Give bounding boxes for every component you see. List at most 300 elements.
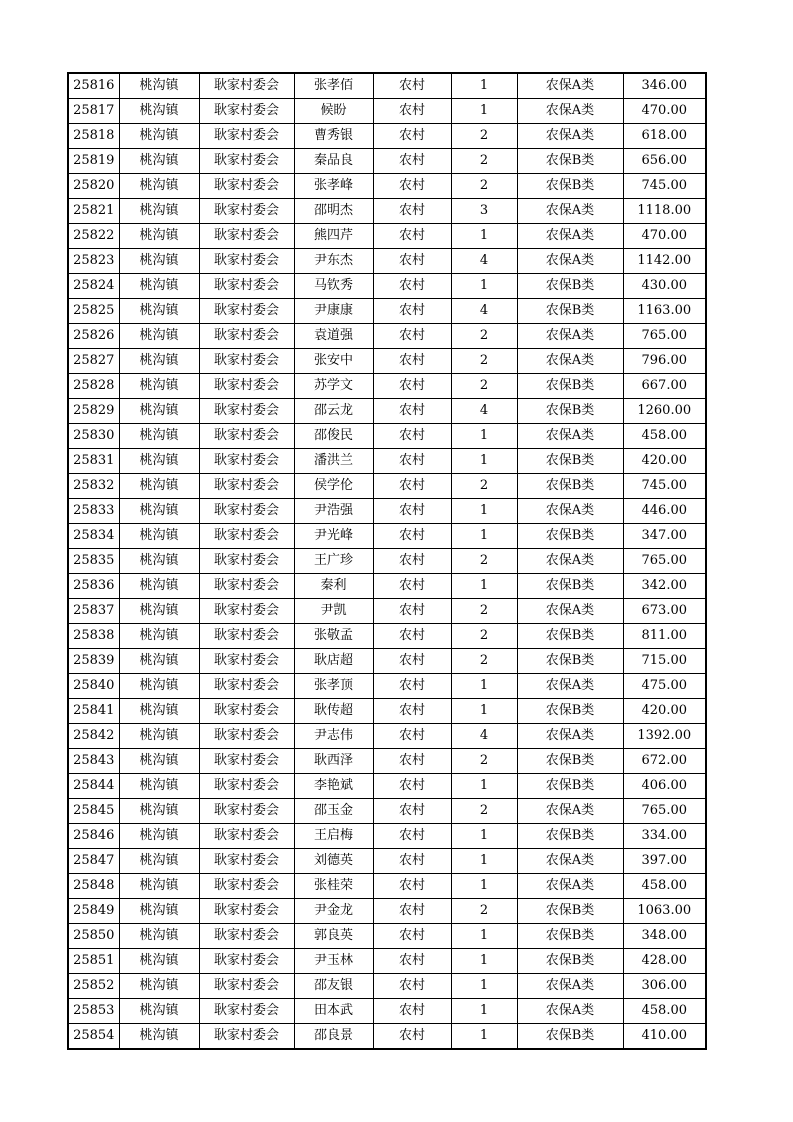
town-cell: 桃沟镇 <box>119 524 199 549</box>
name-cell: 耿店超 <box>294 649 373 674</box>
record-id-cell: 25847 <box>68 849 119 874</box>
area-type-cell: 农村 <box>373 549 451 574</box>
insurance-category-cell: 农保A类 <box>517 599 623 624</box>
name-cell: 秦品良 <box>294 149 373 174</box>
area-type-cell: 农村 <box>373 824 451 849</box>
table-row <box>68 424 706 449</box>
area-type-cell: 农村 <box>373 899 451 924</box>
village-committee-cell: 耿家村委会 <box>199 574 294 599</box>
village-committee-cell: 耿家村委会 <box>199 899 294 924</box>
record-id-cell: 25835 <box>68 549 119 574</box>
amount-cell: 715.00 <box>623 649 706 674</box>
name-cell: 苏学文 <box>294 374 373 399</box>
village-committee-cell: 耿家村委会 <box>199 549 294 574</box>
name-cell: 马钦秀 <box>294 274 373 299</box>
household-count-cell: 1 <box>451 449 517 474</box>
table-row <box>68 324 706 349</box>
name-cell: 张孝峰 <box>294 174 373 199</box>
area-type-cell: 农村 <box>373 949 451 974</box>
amount-cell: 1118.00 <box>623 199 706 224</box>
town-cell: 桃沟镇 <box>119 474 199 499</box>
town-cell: 桃沟镇 <box>119 73 199 99</box>
record-id-cell: 25831 <box>68 449 119 474</box>
village-committee-cell: 耿家村委会 <box>199 824 294 849</box>
amount-cell: 618.00 <box>623 124 706 149</box>
town-cell: 桃沟镇 <box>119 224 199 249</box>
table-row <box>68 1024 706 1050</box>
town-cell: 桃沟镇 <box>119 599 199 624</box>
household-count-cell: 1 <box>451 224 517 249</box>
record-id-cell: 25837 <box>68 599 119 624</box>
name-cell: 潘洪兰 <box>294 449 373 474</box>
amount-cell: 348.00 <box>623 924 706 949</box>
name-cell: 秦利 <box>294 574 373 599</box>
area-type-cell: 农村 <box>373 499 451 524</box>
table-row <box>68 199 706 224</box>
amount-cell: 458.00 <box>623 874 706 899</box>
insurance-category-cell: 农保B类 <box>517 399 623 424</box>
name-cell: 耿西泽 <box>294 749 373 774</box>
record-id-cell: 25829 <box>68 399 119 424</box>
name-cell: 邵友银 <box>294 974 373 999</box>
household-count-cell: 2 <box>451 324 517 349</box>
record-id-cell: 25846 <box>68 824 119 849</box>
record-id-cell: 25819 <box>68 149 119 174</box>
town-cell: 桃沟镇 <box>119 249 199 274</box>
household-count-cell: 2 <box>451 749 517 774</box>
amount-cell: 673.00 <box>623 599 706 624</box>
insurance-category-cell: 农保B类 <box>517 624 623 649</box>
insurance-category-cell: 农保B类 <box>517 824 623 849</box>
village-committee-cell: 耿家村委会 <box>199 73 294 99</box>
table-row <box>68 549 706 574</box>
area-type-cell: 农村 <box>373 874 451 899</box>
area-type-cell: 农村 <box>373 974 451 999</box>
area-type-cell: 农村 <box>373 799 451 824</box>
record-id-cell: 25841 <box>68 699 119 724</box>
household-count-cell: 2 <box>451 349 517 374</box>
table-row <box>68 724 706 749</box>
insurance-category-cell: 农保A类 <box>517 324 623 349</box>
record-id-cell: 25833 <box>68 499 119 524</box>
town-cell: 桃沟镇 <box>119 499 199 524</box>
insurance-category-cell: 农保B类 <box>517 474 623 499</box>
area-type-cell: 农村 <box>373 699 451 724</box>
table-row <box>68 849 706 874</box>
amount-cell: 1142.00 <box>623 249 706 274</box>
village-committee-cell: 耿家村委会 <box>199 974 294 999</box>
name-cell: 侯学伦 <box>294 474 373 499</box>
name-cell: 张敬孟 <box>294 624 373 649</box>
amount-cell: 470.00 <box>623 99 706 124</box>
record-id-cell: 25817 <box>68 99 119 124</box>
village-committee-cell: 耿家村委会 <box>199 249 294 274</box>
table-row <box>68 574 706 599</box>
village-committee-cell: 耿家村委会 <box>199 399 294 424</box>
name-cell: 邵玉金 <box>294 799 373 824</box>
household-count-cell: 2 <box>451 174 517 199</box>
amount-cell: 1163.00 <box>623 299 706 324</box>
village-committee-cell: 耿家村委会 <box>199 274 294 299</box>
household-count-cell: 1 <box>451 924 517 949</box>
town-cell: 桃沟镇 <box>119 299 199 324</box>
insurance-category-cell: 农保B类 <box>517 899 623 924</box>
name-cell: 王启梅 <box>294 824 373 849</box>
household-count-cell: 1 <box>451 974 517 999</box>
village-committee-cell: 耿家村委会 <box>199 799 294 824</box>
town-cell: 桃沟镇 <box>119 374 199 399</box>
amount-cell: 420.00 <box>623 449 706 474</box>
household-count-cell: 1 <box>451 699 517 724</box>
amount-cell: 410.00 <box>623 1024 706 1050</box>
town-cell: 桃沟镇 <box>119 174 199 199</box>
amount-cell: 458.00 <box>623 999 706 1024</box>
record-id-cell: 25825 <box>68 299 119 324</box>
amount-cell: 346.00 <box>623 73 706 99</box>
amount-cell: 765.00 <box>623 549 706 574</box>
town-cell: 桃沟镇 <box>119 449 199 474</box>
record-id-cell: 25850 <box>68 924 119 949</box>
amount-cell: 745.00 <box>623 474 706 499</box>
amount-cell: 811.00 <box>623 624 706 649</box>
town-cell: 桃沟镇 <box>119 974 199 999</box>
village-committee-cell: 耿家村委会 <box>199 649 294 674</box>
table-body <box>68 73 706 1049</box>
name-cell: 耿传超 <box>294 699 373 724</box>
record-id-cell: 25853 <box>68 999 119 1024</box>
table-row <box>68 524 706 549</box>
insurance-category-cell: 农保B类 <box>517 524 623 549</box>
town-cell: 桃沟镇 <box>119 699 199 724</box>
village-committee-cell: 耿家村委会 <box>199 1024 294 1050</box>
insurance-category-cell: 农保B类 <box>517 1024 623 1050</box>
household-count-cell: 3 <box>451 199 517 224</box>
name-cell: 郭良英 <box>294 924 373 949</box>
area-type-cell: 农村 <box>373 924 451 949</box>
town-cell: 桃沟镇 <box>119 149 199 174</box>
village-committee-cell: 耿家村委会 <box>199 849 294 874</box>
area-type-cell: 农村 <box>373 724 451 749</box>
table-row <box>68 349 706 374</box>
table-row <box>68 224 706 249</box>
name-cell: 邵明杰 <box>294 199 373 224</box>
amount-cell: 397.00 <box>623 849 706 874</box>
household-count-cell: 4 <box>451 724 517 749</box>
insurance-category-cell: 农保B类 <box>517 274 623 299</box>
household-count-cell: 4 <box>451 249 517 274</box>
area-type-cell: 农村 <box>373 349 451 374</box>
record-id-cell: 25854 <box>68 1024 119 1050</box>
amount-cell: 796.00 <box>623 349 706 374</box>
household-count-cell: 1 <box>451 774 517 799</box>
record-id-cell: 25849 <box>68 899 119 924</box>
town-cell: 桃沟镇 <box>119 274 199 299</box>
household-count-cell: 1 <box>451 1024 517 1050</box>
table-row <box>68 124 706 149</box>
town-cell: 桃沟镇 <box>119 99 199 124</box>
area-type-cell: 农村 <box>373 149 451 174</box>
household-count-cell: 1 <box>451 99 517 124</box>
household-count-cell: 2 <box>451 124 517 149</box>
record-id-cell: 25820 <box>68 174 119 199</box>
name-cell: 尹凯 <box>294 599 373 624</box>
area-type-cell: 农村 <box>373 199 451 224</box>
insurance-category-cell: 农保A类 <box>517 724 623 749</box>
record-id-cell: 25822 <box>68 224 119 249</box>
village-committee-cell: 耿家村委会 <box>199 524 294 549</box>
village-committee-cell: 耿家村委会 <box>199 624 294 649</box>
name-cell: 尹金龙 <box>294 899 373 924</box>
record-id-cell: 25830 <box>68 424 119 449</box>
area-type-cell: 农村 <box>373 99 451 124</box>
record-id-cell: 25834 <box>68 524 119 549</box>
village-committee-cell: 耿家村委会 <box>199 224 294 249</box>
name-cell: 尹浩强 <box>294 499 373 524</box>
village-committee-cell: 耿家村委会 <box>199 174 294 199</box>
record-id-cell: 25818 <box>68 124 119 149</box>
town-cell: 桃沟镇 <box>119 824 199 849</box>
village-committee-cell: 耿家村委会 <box>199 499 294 524</box>
name-cell: 刘德英 <box>294 849 373 874</box>
village-committee-cell: 耿家村委会 <box>199 674 294 699</box>
area-type-cell: 农村 <box>373 849 451 874</box>
household-count-cell: 1 <box>451 874 517 899</box>
insurance-category-cell: 农保A类 <box>517 974 623 999</box>
amount-cell: 342.00 <box>623 574 706 599</box>
table-row <box>68 499 706 524</box>
amount-cell: 347.00 <box>623 524 706 549</box>
household-count-cell: 1 <box>451 73 517 99</box>
insurance-category-cell: 农保A类 <box>517 424 623 449</box>
name-cell: 李艳斌 <box>294 774 373 799</box>
town-cell: 桃沟镇 <box>119 749 199 774</box>
insurance-category-cell: 农保A类 <box>517 499 623 524</box>
town-cell: 桃沟镇 <box>119 774 199 799</box>
record-id-cell: 25848 <box>68 874 119 899</box>
area-type-cell: 农村 <box>373 224 451 249</box>
record-id-cell: 25852 <box>68 974 119 999</box>
insurance-category-cell: 农保B类 <box>517 174 623 199</box>
table-row <box>68 899 706 924</box>
insurance-category-cell: 农保B类 <box>517 699 623 724</box>
amount-cell: 1063.00 <box>623 899 706 924</box>
insurance-category-cell: 农保B类 <box>517 949 623 974</box>
insurance-category-cell: 农保A类 <box>517 224 623 249</box>
household-count-cell: 1 <box>451 574 517 599</box>
record-id-cell: 25838 <box>68 624 119 649</box>
table-row <box>68 374 706 399</box>
record-id-cell: 25844 <box>68 774 119 799</box>
record-id-cell: 25824 <box>68 274 119 299</box>
insurance-category-cell: 农保A类 <box>517 199 623 224</box>
table-row <box>68 399 706 424</box>
amount-cell: 765.00 <box>623 799 706 824</box>
name-cell: 曹秀银 <box>294 124 373 149</box>
name-cell: 张安中 <box>294 349 373 374</box>
name-cell: 邵俊民 <box>294 424 373 449</box>
table-row <box>68 73 706 99</box>
amount-cell: 430.00 <box>623 274 706 299</box>
town-cell: 桃沟镇 <box>119 999 199 1024</box>
table-row <box>68 299 706 324</box>
household-count-cell: 2 <box>451 549 517 574</box>
name-cell: 王广珍 <box>294 549 373 574</box>
insurance-category-cell: 农保A类 <box>517 849 623 874</box>
data-table <box>67 72 707 1050</box>
insurance-category-cell: 农保A类 <box>517 249 623 274</box>
record-id-cell: 25845 <box>68 799 119 824</box>
name-cell: 熊四芹 <box>294 224 373 249</box>
insurance-category-cell: 农保A类 <box>517 124 623 149</box>
amount-cell: 458.00 <box>623 424 706 449</box>
table-row <box>68 174 706 199</box>
area-type-cell: 农村 <box>373 599 451 624</box>
village-committee-cell: 耿家村委会 <box>199 349 294 374</box>
area-type-cell: 农村 <box>373 274 451 299</box>
town-cell: 桃沟镇 <box>119 649 199 674</box>
area-type-cell: 农村 <box>373 249 451 274</box>
area-type-cell: 农村 <box>373 624 451 649</box>
insurance-category-cell: 农保B类 <box>517 299 623 324</box>
area-type-cell: 农村 <box>373 399 451 424</box>
area-type-cell: 农村 <box>373 1024 451 1050</box>
town-cell: 桃沟镇 <box>119 924 199 949</box>
name-cell: 尹光峰 <box>294 524 373 549</box>
table-row <box>68 699 706 724</box>
name-cell: 尹志伟 <box>294 724 373 749</box>
table-row <box>68 599 706 624</box>
village-committee-cell: 耿家村委会 <box>199 474 294 499</box>
amount-cell: 470.00 <box>623 224 706 249</box>
insurance-category-cell: 农保B类 <box>517 649 623 674</box>
table-row <box>68 99 706 124</box>
name-cell: 尹康康 <box>294 299 373 324</box>
village-committee-cell: 耿家村委会 <box>199 99 294 124</box>
record-id-cell: 25828 <box>68 374 119 399</box>
village-committee-cell: 耿家村委会 <box>199 149 294 174</box>
area-type-cell: 农村 <box>373 449 451 474</box>
household-count-cell: 1 <box>451 849 517 874</box>
area-type-cell: 农村 <box>373 324 451 349</box>
area-type-cell: 农村 <box>373 674 451 699</box>
name-cell: 袁道强 <box>294 324 373 349</box>
town-cell: 桃沟镇 <box>119 949 199 974</box>
insurance-category-cell: 农保A类 <box>517 999 623 1024</box>
village-committee-cell: 耿家村委会 <box>199 424 294 449</box>
household-count-cell: 1 <box>451 674 517 699</box>
table-row <box>68 749 706 774</box>
record-id-cell: 25842 <box>68 724 119 749</box>
insurance-category-cell: 农保A类 <box>517 99 623 124</box>
record-id-cell: 25816 <box>68 73 119 99</box>
record-id-cell: 25836 <box>68 574 119 599</box>
insurance-category-cell: 农保B类 <box>517 924 623 949</box>
village-committee-cell: 耿家村委会 <box>199 324 294 349</box>
table-row <box>68 999 706 1024</box>
table-row <box>68 799 706 824</box>
record-id-cell: 25826 <box>68 324 119 349</box>
table-row <box>68 774 706 799</box>
amount-cell: 1260.00 <box>623 399 706 424</box>
insurance-category-cell: 农保B类 <box>517 774 623 799</box>
amount-cell: 306.00 <box>623 974 706 999</box>
table-row <box>68 949 706 974</box>
household-count-cell: 1 <box>451 424 517 449</box>
amount-cell: 428.00 <box>623 949 706 974</box>
town-cell: 桃沟镇 <box>119 1024 199 1050</box>
record-id-cell: 25821 <box>68 199 119 224</box>
name-cell: 邵云龙 <box>294 399 373 424</box>
village-committee-cell: 耿家村委会 <box>199 924 294 949</box>
name-cell: 尹东杰 <box>294 249 373 274</box>
household-count-cell: 1 <box>451 274 517 299</box>
town-cell: 桃沟镇 <box>119 574 199 599</box>
insurance-category-cell: 农保B类 <box>517 374 623 399</box>
area-type-cell: 农村 <box>373 649 451 674</box>
record-id-cell: 25823 <box>68 249 119 274</box>
insurance-category-cell: 农保B类 <box>517 574 623 599</box>
area-type-cell: 农村 <box>373 73 451 99</box>
amount-cell: 765.00 <box>623 324 706 349</box>
amount-cell: 667.00 <box>623 374 706 399</box>
village-committee-cell: 耿家村委会 <box>199 949 294 974</box>
amount-cell: 420.00 <box>623 699 706 724</box>
town-cell: 桃沟镇 <box>119 124 199 149</box>
insurance-category-cell: 农保A类 <box>517 674 623 699</box>
record-id-cell: 25843 <box>68 749 119 774</box>
household-count-cell: 2 <box>451 374 517 399</box>
town-cell: 桃沟镇 <box>119 324 199 349</box>
record-id-cell: 25827 <box>68 349 119 374</box>
village-committee-cell: 耿家村委会 <box>199 999 294 1024</box>
insurance-category-cell: 农保B类 <box>517 449 623 474</box>
area-type-cell: 农村 <box>373 524 451 549</box>
name-cell: 张孝佰 <box>294 73 373 99</box>
village-committee-cell: 耿家村委会 <box>199 199 294 224</box>
area-type-cell: 农村 <box>373 749 451 774</box>
town-cell: 桃沟镇 <box>119 624 199 649</box>
town-cell: 桃沟镇 <box>119 874 199 899</box>
village-committee-cell: 耿家村委会 <box>199 124 294 149</box>
area-type-cell: 农村 <box>373 574 451 599</box>
household-count-cell: 1 <box>451 824 517 849</box>
town-cell: 桃沟镇 <box>119 724 199 749</box>
area-type-cell: 农村 <box>373 774 451 799</box>
town-cell: 桃沟镇 <box>119 899 199 924</box>
household-count-cell: 1 <box>451 499 517 524</box>
household-count-cell: 2 <box>451 599 517 624</box>
table-row <box>68 824 706 849</box>
town-cell: 桃沟镇 <box>119 674 199 699</box>
insurance-category-cell: 农保A类 <box>517 799 623 824</box>
area-type-cell: 农村 <box>373 299 451 324</box>
area-type-cell: 农村 <box>373 474 451 499</box>
area-type-cell: 农村 <box>373 999 451 1024</box>
area-type-cell: 农村 <box>373 174 451 199</box>
table-row <box>68 624 706 649</box>
village-committee-cell: 耿家村委会 <box>199 699 294 724</box>
town-cell: 桃沟镇 <box>119 349 199 374</box>
name-cell: 张孝顶 <box>294 674 373 699</box>
household-count-cell: 1 <box>451 949 517 974</box>
household-count-cell: 4 <box>451 299 517 324</box>
village-committee-cell: 耿家村委会 <box>199 449 294 474</box>
table-row <box>68 474 706 499</box>
town-cell: 桃沟镇 <box>119 549 199 574</box>
record-id-cell: 25839 <box>68 649 119 674</box>
name-cell: 候盼 <box>294 99 373 124</box>
name-cell: 邵良景 <box>294 1024 373 1050</box>
